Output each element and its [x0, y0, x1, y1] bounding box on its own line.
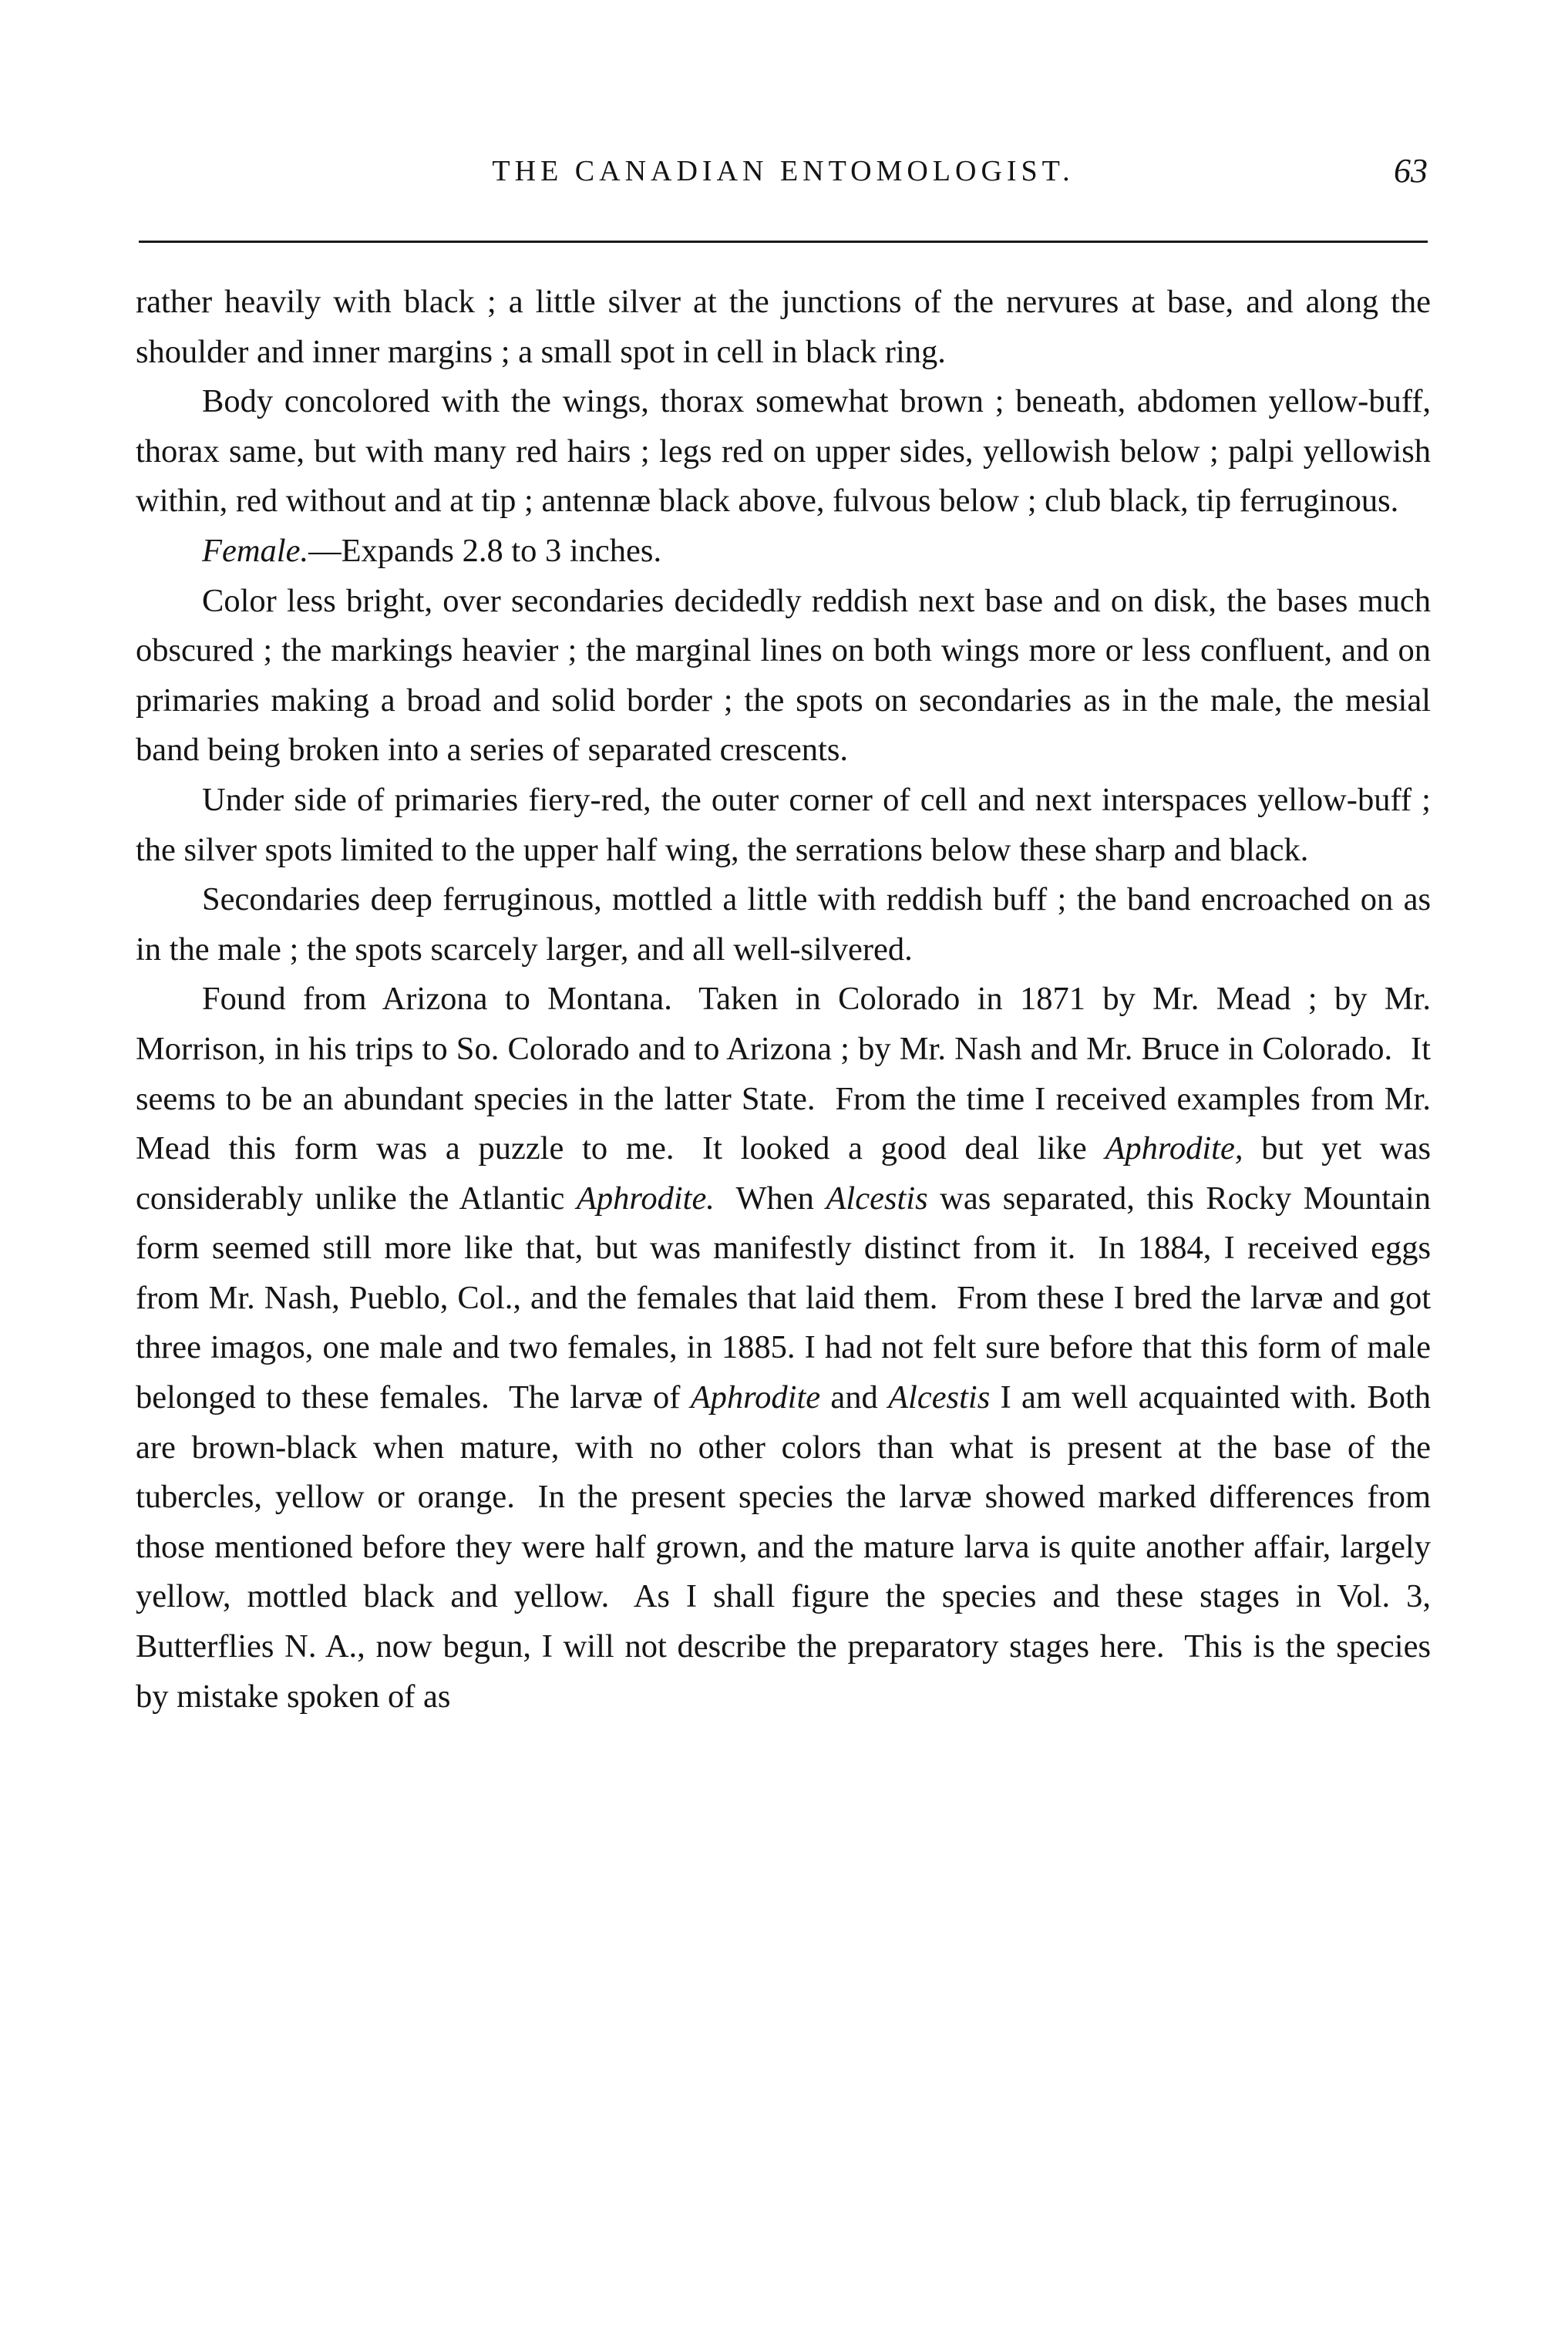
- header-rule: [139, 241, 1428, 243]
- paragraph-secondaries: [136, 875, 1431, 975]
- species-name: Aphrodite.: [576, 1180, 715, 1217]
- paragraph-upper-side-continued: [136, 278, 1431, 377]
- sentence: I had not felt sure before that this form of male belonged to these females.: [136, 1329, 1432, 1416]
- paragraph-color: [136, 577, 1431, 776]
- sentence: From these I bred the larvæ and got three imagos, one male and two females, in 1885.: [136, 1279, 1432, 1366]
- sentence: but yet was considerably unlike the Atlantic: [136, 1130, 1432, 1217]
- sentence: Both are brown-black when mature, with no other colors than what is present at the base of the tubercles, yellow or orange.: [136, 1379, 1432, 1516]
- sentence: From the time I received examples from Mr. Mead this form was a puzzle to me.: [136, 1080, 1431, 1167]
- species-name: Aphrodite: [690, 1379, 821, 1416]
- paragraph-female: [136, 527, 1431, 577]
- paragraph-text: —Expands 2.8 to 3 inches.: [308, 532, 662, 569]
- running-head: [139, 154, 1428, 200]
- species-name: Alcestis: [826, 1180, 928, 1217]
- paragraph-body: [136, 377, 1431, 527]
- female-label: Female.: [202, 532, 309, 569]
- sentence: I am well acquainted with.: [1000, 1379, 1358, 1416]
- sentence: As I shall figure the species and these stages in Vol. 3, Butterflies N. A., now begun, I will not describe the preparatory stages here.: [136, 1578, 1431, 1665]
- sentence: Found from Arizona to Montana.: [202, 981, 672, 1018]
- sentence: was separated, this Rocky Mountain form seemed still more like that, but was manifestly distinct from it.: [136, 1180, 1432, 1267]
- paragraph-text: Body concolored with the wings, thorax somewhat brown ; beneath, abdomen yellow-buff, thorax same, but with many red hairs ; legs red on upper sides, yellowish below ; palpi yellowish within, red without and at tip ; antennæ black above, fulvous below ; club black, tip ferruginous.: [136, 383, 1431, 520]
- species-name: Alcestis: [888, 1379, 991, 1416]
- paragraph-text: Secondaries deep ferruginous, mottled a little with reddish buff ; the band encroached on as in the male ; the spots scarcely larger, and all well-silvered.: [136, 881, 1431, 968]
- sentence: In the present species the larvæ showed marked differences from those mentioned before they were half grown, and the mature larva is quite another affair, largely yellow, mottled black and yellow.: [136, 1479, 1432, 1615]
- paragraph-under-side: [136, 776, 1431, 875]
- sentence: and: [830, 1379, 878, 1416]
- sentence: The larvæ of: [509, 1379, 681, 1416]
- article-body: [136, 278, 1431, 1722]
- sentence: This is the species by mistake spoken of as: [136, 1628, 1432, 1715]
- sentence: It looked a good deal like: [702, 1130, 1087, 1167]
- species-name: Aphrodite,: [1105, 1130, 1243, 1167]
- paragraph-text: Under side of primaries fiery-red, the outer corner of cell and next interspaces yellow-buff ; the silver spots limited to the upper half wing, the serrations below these sharp and black.: [136, 781, 1431, 868]
- paragraph-distribution: [136, 975, 1431, 1722]
- paragraph-text: rather heavily with black ; a little silver at the junctions of the nervures at base, and along the shoulder and inner margins ; a small spot in cell in black ring.: [136, 284, 1431, 370]
- sentence: When: [735, 1180, 814, 1217]
- sentence: It seems to be an abundant species in the latter State.: [136, 1030, 1431, 1117]
- page-number: 63: [1394, 152, 1428, 190]
- journal-title: THE CANADIAN ENTOMOLOGIST.: [492, 155, 1075, 187]
- sentence: Taken in Colorado in 1871 by Mr. Mead ; by Mr. Morrison, in his trips to So. Colorado and to Arizona ; by Mr. Nash and Mr. Bruce in Colorado.: [136, 981, 1431, 1067]
- sentence: In 1884, I received eggs from Mr. Nash, Pueblo, Col., and the females that laid them.: [136, 1230, 1432, 1316]
- paragraph-text: Color less bright, over secondaries decidedly reddish next base and on disk, the bases much obscured ; the markings heavier ; the marginal lines on both wings more or less confluent, and on primaries making a broad and solid border ; the spots on secondaries as in the male, the mesial band being broken into a series of separated crescents.: [136, 582, 1431, 769]
